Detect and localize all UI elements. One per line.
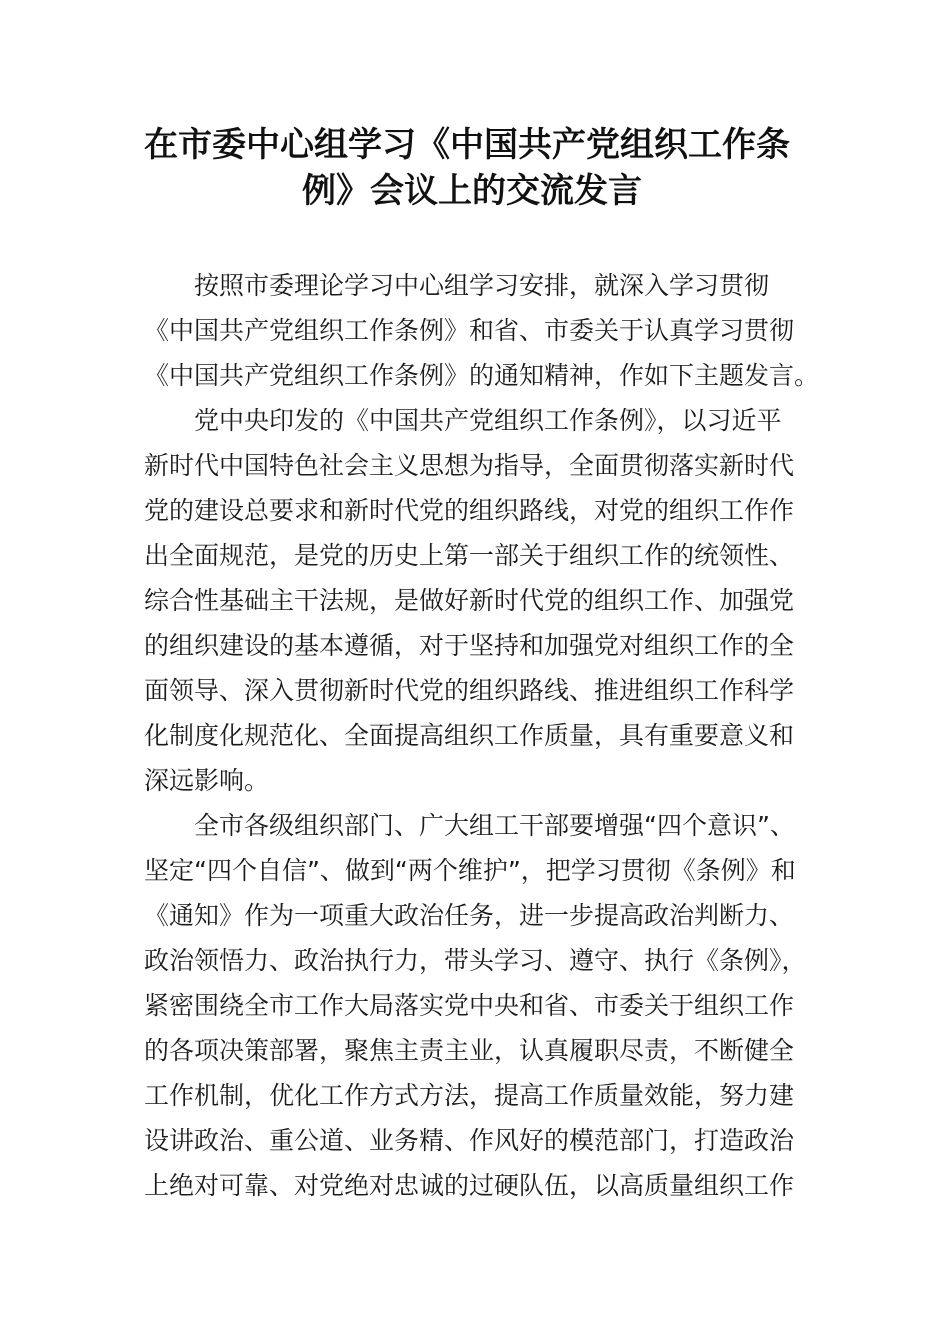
paragraph-line: 紧密围绕全市工作大局落实党中央和省、市委关于组织工作 [144,991,795,1020]
paragraph [144,803,814,1208]
paragraph-line: 设讲政治、重公道、业务精、作风好的模范部门，打造政治 [144,1126,795,1155]
paragraph-line: 工作机制，优化工作方式方法，提高工作质量效能，努力建 [144,1081,795,1110]
paragraph-line: 面领导、深入贯彻新时代党的组织路线、推进组织工作科学 [144,676,795,705]
document-title [140,122,810,214]
paragraph [144,398,814,803]
title-line: 例》会议上的交流发言 [302,171,642,211]
paragraph-line: 《中国共产党组织工作条例》的通知精神，作如下主题发言。 [144,361,820,390]
paragraph-line: 全市各级组织部门、广大组工干部要增强“四个意识”、 [194,811,795,840]
paragraph-line: 党的建设总要求和新时代党的组织路线，对党的组织工作作 [144,496,795,525]
paragraph-line: 政治领悟力、政治执行力，带头学习、遵守、执行《条例》， [144,946,807,975]
paragraph-line: 上绝对可靠、对党绝对忠诚的过硬队伍，以高质量组织工作 [144,1171,795,1200]
document-body [144,263,820,1208]
paragraph-line: 《通知》作为一项重大政治任务，进一步提高政治判断力、 [144,901,795,930]
paragraph-line: 《中国共产党组织工作条例》和省、市委关于认真学习贯彻 [144,316,795,345]
paragraph-line: 按照市委理论学习中心组学习安排，就深入学习贯彻 [194,271,770,300]
paragraph-line: 的组织建设的基本遵循，对于坚持和加强党对组织工作的全 [144,631,795,660]
paragraph-line: 的各项决策部署，聚焦主责主业，认真履职尽责，不断健全 [144,1036,795,1065]
paragraph-line: 化制度化规范化、全面提高组织工作质量，具有重要意义和 [144,721,795,750]
paragraph-line: 出全面规范，是党的历史上第一部关于组织工作的统领性、 [144,541,795,570]
paragraph-line: 坚定“四个自信”、做到“两个维护”，把学习贯彻《条例》和 [144,856,796,885]
title-line: 在市委中心组学习《中国共产党组织工作条 [144,125,790,165]
paragraph-line: 新时代中国特色社会主义思想为指导，全面贯彻落实新时代 [144,451,795,480]
paragraph [144,263,820,398]
paragraph-line: 深远影响。 [144,766,270,795]
paragraph-line: 党中央印发的《中国共产党组织工作条例》，以习近平 [194,406,782,435]
paragraph-line: 综合性基础主干法规，是做好新时代党的组织工作、加强党 [144,586,795,615]
